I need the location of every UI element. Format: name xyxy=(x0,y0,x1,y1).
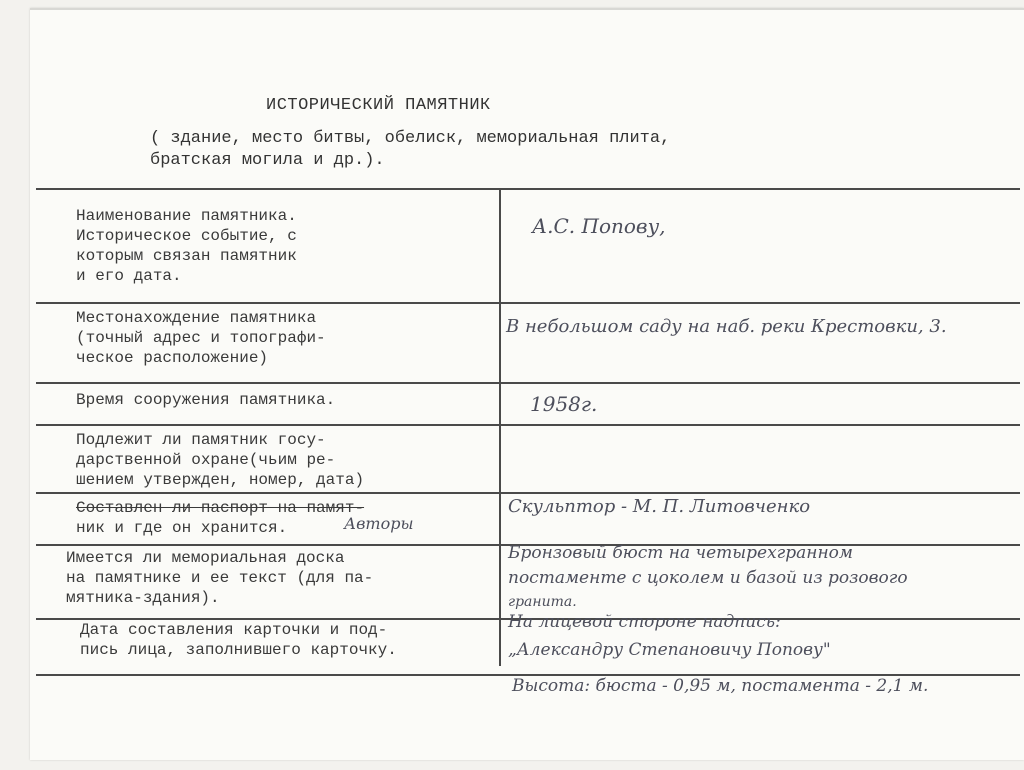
table-rule xyxy=(36,424,1020,426)
table-column-divider xyxy=(499,190,501,666)
field-value-monument-name: А.С. Попову, xyxy=(532,214,666,238)
field-label-construction-time: Время сооружения памятника. xyxy=(76,391,336,409)
field-value-inscription-line: На лицевой стороне надпись: xyxy=(508,612,781,632)
field-label-passport: Составлен ли паспорт на памят- xyxy=(76,499,365,517)
table-rule xyxy=(36,302,1020,304)
field-label-location: Местонахождение памятника (точный адрес и топографи- ческое расположение) xyxy=(76,309,326,367)
card-title: ИСТОРИЧЕСКИЙ ПАМЯТНИК xyxy=(266,96,491,115)
card-subtitle: ( здание, место битвы, обелиск, мемориальная плита, братская могила и др.). xyxy=(150,129,671,170)
field-label-monument-name: Наименование памятника. Историческое событие, с которым связан памятник и его дата. xyxy=(76,207,297,285)
field-value-location: В небольшом саду на наб. реки Крестовки, 3. xyxy=(506,316,947,337)
field-value-plaque-line: Бронзовый бюст на четырехгранном xyxy=(508,543,853,563)
field-label-passport-storage: ник и где он хранится. xyxy=(76,519,288,537)
field-label-state-protection: Подлежит ли памятник госу- дарственной охране(чьим ре- шением утвержден, номер, дата) xyxy=(76,431,365,489)
label-annotation-authors: Авторы xyxy=(344,514,414,533)
field-value-inscription-line: „Александру Степановичу Попову" xyxy=(508,640,831,660)
footer-height-note: Высота: бюста - 0,95 м, постамента - 2,1 м. xyxy=(512,676,929,696)
table-rule xyxy=(36,492,1020,494)
card-edge xyxy=(30,8,1024,10)
table-rule-top xyxy=(36,188,1020,190)
field-value-construction-time: 1958г. xyxy=(530,392,598,416)
field-value-plaque-line: постаменте с цоколем и базой из розового xyxy=(508,568,908,588)
field-value-plaque-line: гранита. xyxy=(508,594,577,610)
field-label-memorial-plaque: Имеется ли мемориальная доска на памятнике и ее текст (для па- мятника-здания). xyxy=(66,549,374,607)
field-value-passport: Скульптор - М. П. Литовченко xyxy=(508,496,811,517)
table-rule xyxy=(36,382,1020,384)
field-label-card-date: Дата составления карточки и под- пись лица, заполнившего карточку. xyxy=(80,621,397,659)
